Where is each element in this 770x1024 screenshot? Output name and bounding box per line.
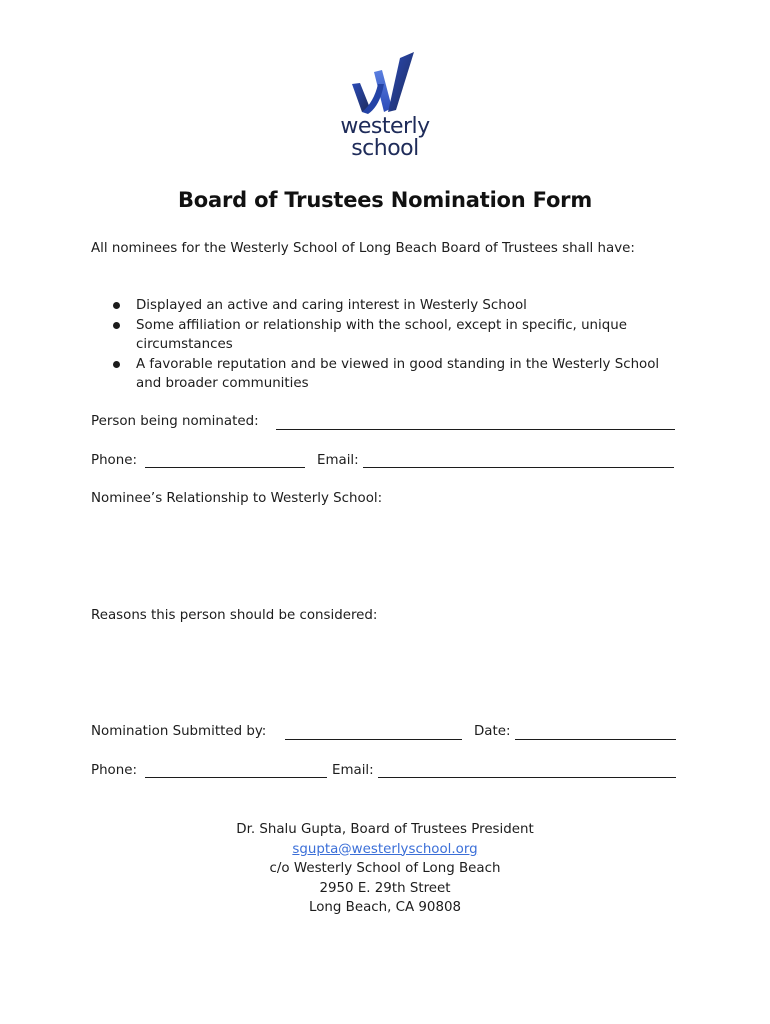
relationship-label: Nominee’s Relationship to Westerly School: [91, 491, 383, 506]
criteria-list [91, 296, 681, 394]
bullet-icon [113, 322, 120, 329]
nominee-email-label: Email: [317, 453, 359, 468]
contact-block [0, 820, 770, 918]
submitter-phone-field[interactable] [145, 777, 327, 778]
contact-street: 2950 E. 29th Street [319, 880, 451, 896]
contact-org: c/o Westerly School of Long Beach [269, 861, 501, 876]
form-title: Board of Trustees Nomination Form [177, 188, 593, 212]
person-nominated-label: Person being nominated: [91, 414, 259, 429]
contact-email-link[interactable]: sgupta@westerlyschool.org [292, 841, 478, 857]
list-item: A favorable reputation and be viewed in good standing in the Westerly School and broader communities [91, 355, 681, 394]
list-item: Displayed an active and caring interest in Westerly School [91, 296, 681, 316]
submitter-phone-label: Phone: [91, 763, 137, 778]
logo-wordmark-westerly: westerly [340, 114, 430, 139]
submitted-by-label: Nomination Submitted by: [91, 724, 267, 739]
contact-name: Dr. Shalu Gupta, Board of Trustees President [236, 822, 534, 837]
westerly-school-logo [330, 50, 440, 162]
nominee-phone-field[interactable] [145, 467, 305, 468]
bullet-icon [113, 361, 120, 368]
submitted-by-field[interactable] [285, 739, 462, 740]
submitter-email-field[interactable] [378, 777, 676, 778]
w-logo-icon [330, 50, 440, 116]
bullet-icon [113, 302, 120, 309]
nominee-email-field[interactable] [363, 467, 674, 468]
list-item: Some affiliation or relationship with the school, except in specific, unique circumstances [91, 316, 681, 355]
intro-text: All nominees for the Westerly School of Long Beach Board of Trustees shall have: [91, 241, 635, 256]
reasons-label: Reasons this person should be considered: [91, 608, 378, 623]
nominee-phone-label: Phone: [91, 453, 137, 468]
contact-city: Long Beach, CA 90808 [308, 900, 462, 915]
logo-wordmark-school: school [351, 136, 419, 161]
date-label: Date: [474, 724, 511, 739]
person-nominated-field[interactable] [276, 429, 675, 430]
date-field[interactable] [515, 739, 676, 740]
submitter-email-label: Email: [332, 763, 374, 778]
